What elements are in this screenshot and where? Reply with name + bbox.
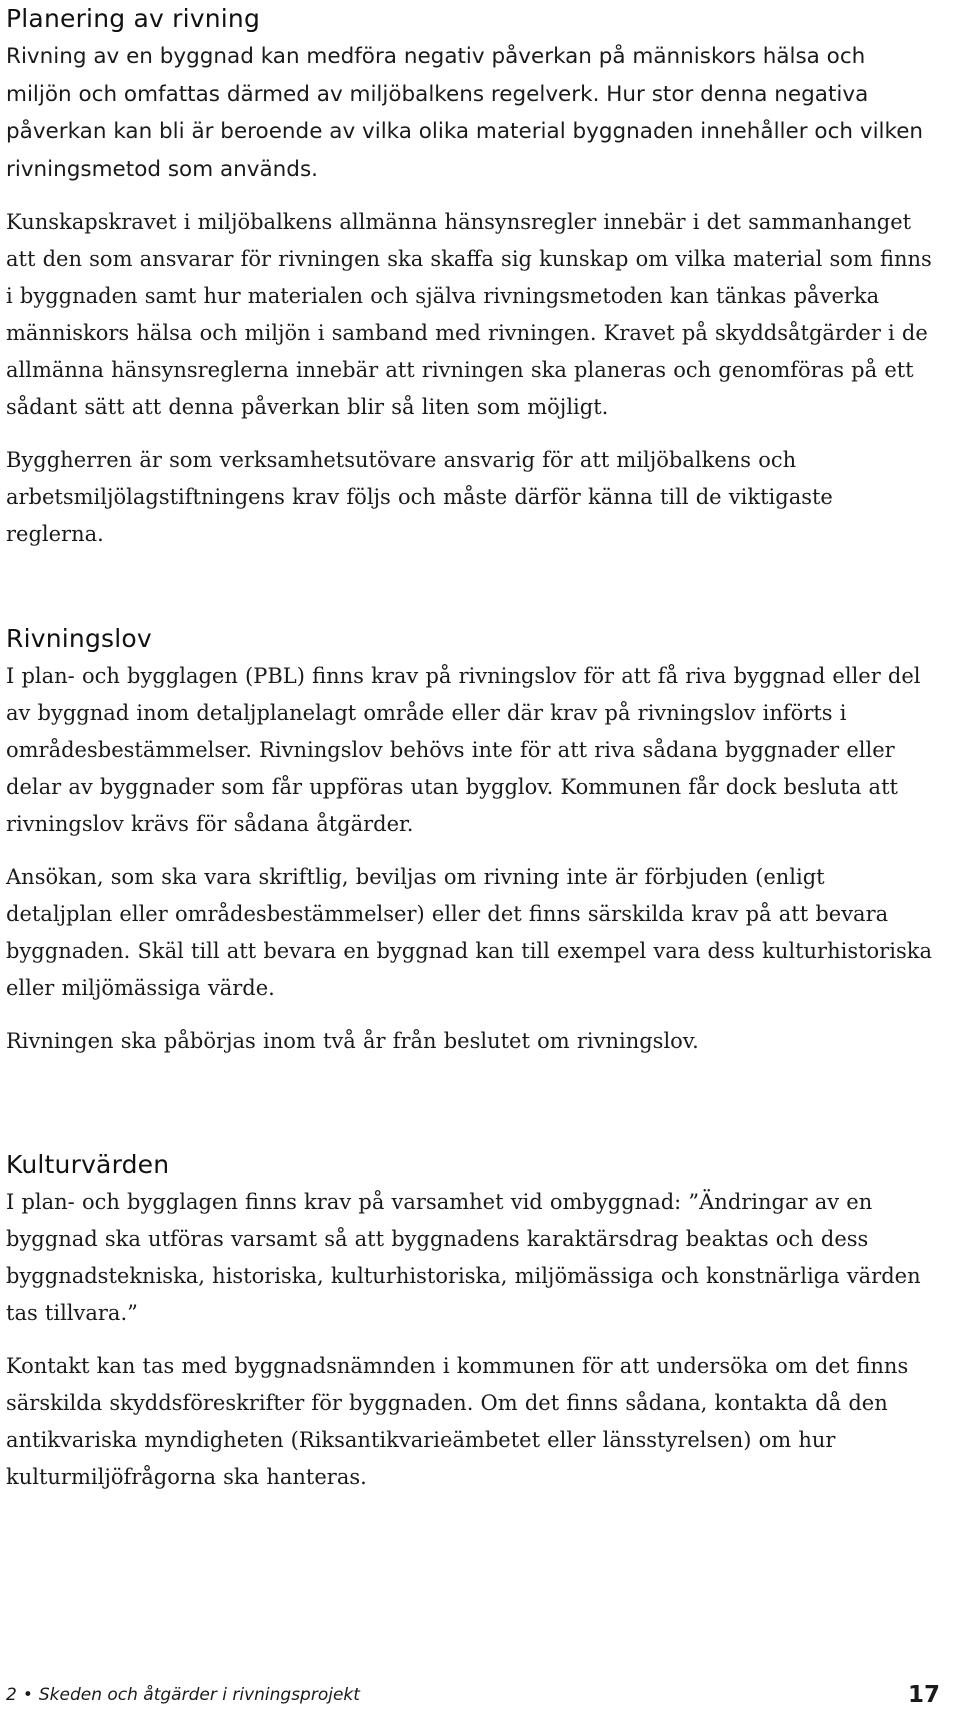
paragraph: Kontakt kan tas med byggnadsnämnden i kommunen för att undersöka om det finns särskilda skyddsföreskrifter för byggnaden. Om det finns sådana, kontakta då den antikvariska myndigheten (Riksantikvarieämbetet eller länsstyrelsen) om hur kulturmiljöfrågorna ska hanteras. (6, 1354, 909, 1489)
paragraph: I plan- och bygglagen (PBL) finns krav på rivningslov för att få riva byggnad eller del av byggnad inom detaljplanelagt område eller där krav på rivningslov införts i områdesbestämmelser. Rivningslov behövs inte för att riva sådana byggnader eller delar av byggnader som får uppföras utan bygglov. Kommunen får dock besluta att rivningslov krävs för sådana åtgärder. (6, 664, 921, 836)
paragraph: I plan- och bygglagen finns krav på varsamhet vid ombyggnad: ”Ändringar av en byggnad ska utföras varsamt så att byggnadens karaktärsdrag beaktas och dess byggnadstekniska, historiska, kulturhistoriska, miljömässiga och konstnärliga värden tas tillvara.” (6, 1190, 921, 1325)
running-footer (6, 1685, 360, 1705)
chapter-number: 2 (6, 1685, 17, 1705)
paragraph: Kunskapskravet i miljöbalkens allmänna hänsynsregler innebär i det sammanhanget att den som ansvarar för rivningen ska skaffa sig kunskap om vilka material som finns i byggnaden samt hur materialen och själva rivningsmetoden kan tänkas påverka människors hälsa och miljön i samband med rivningen. Kravet på skyddsåtgärder i de allmänna hänsynsreglerna innebär att rivningen ska planeras och genomföras på ett sådant sätt att denna påverkan blir så liten som möjligt. (6, 210, 932, 419)
section-kulturvarden (6, 1146, 936, 1496)
chapter-title: Skeden och åtgärder i rivningsprojekt (38, 1685, 360, 1705)
page-footer (6, 1678, 940, 1712)
section-heading: Planering av rivning (6, 4, 261, 33)
section-heading: Kulturvärden (6, 1150, 170, 1179)
page-number: 17 (907, 1682, 940, 1708)
footer-bullet: • (22, 1685, 33, 1705)
section-heading: Rivningslov (6, 624, 152, 653)
section-planering (6, 0, 936, 553)
paragraph: Ansökan, som ska vara skriftlig, beviljas om rivning inte är förbjuden (enligt detaljplan eller områdesbestämmelser) eller det finns särskilda krav på att bevara byggnaden. Skäl till att bevara en byggnad kan till exempel vara dess kulturhistoriska eller miljömässiga värde. (6, 865, 932, 1000)
paragraph: Rivning av en byggnad kan medföra negativ påverkan på människors hälsa och miljön och omfattas därmed av miljöbalkens regelverk. Hur stor denna negativa påverkan kan bli är beroende av vilka olika material byggnaden innehåller och vilken rivningsmetod som används. (6, 44, 924, 182)
paragraph: Byggherren är som verksamhetsutövare ansvarig för att miljöbalkens och arbetsmiljölagstiftningens krav följs och måste därför känna till de viktigaste reglerna. (6, 448, 833, 546)
paragraph: Rivningen ska påbörjas inom två år från beslutet om rivningslov. (6, 1029, 699, 1053)
section-rivningslov (6, 620, 936, 1060)
